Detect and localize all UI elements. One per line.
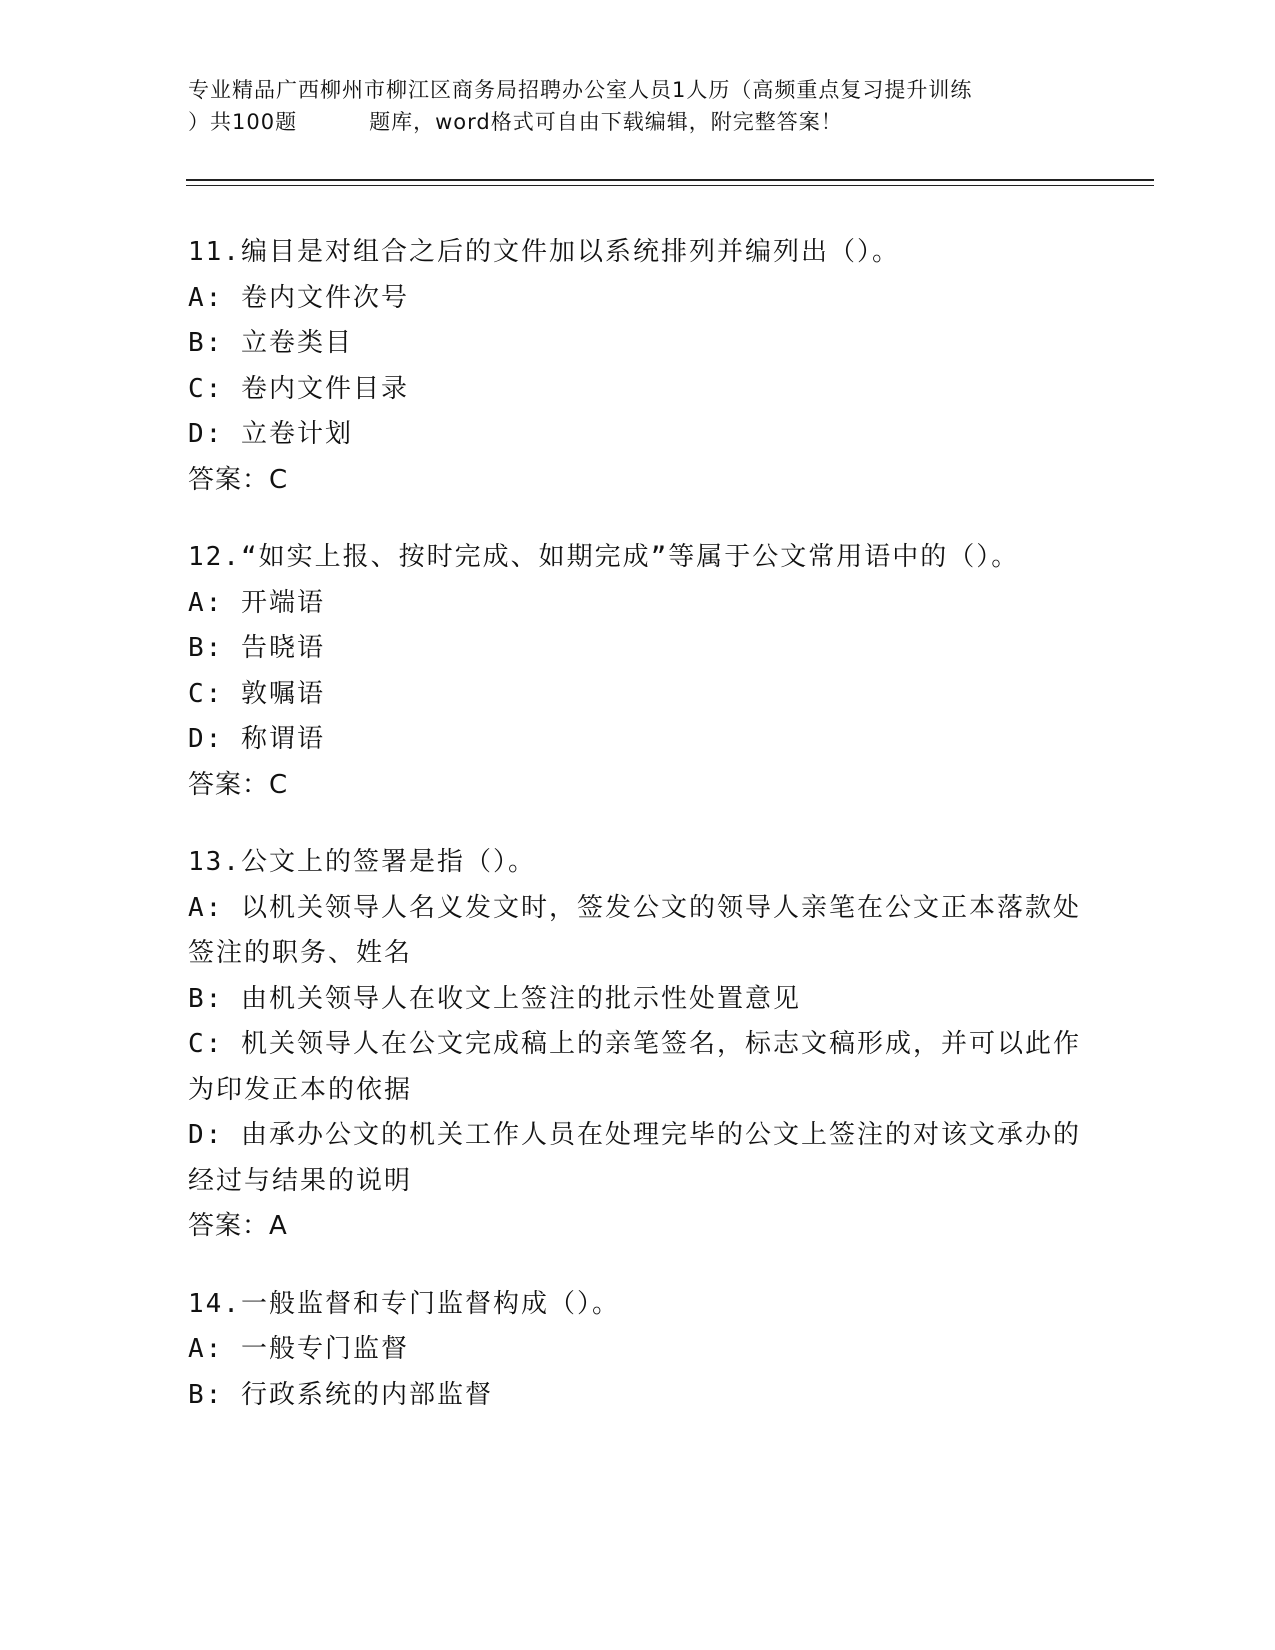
option-c: C: 敦嘱语 xyxy=(188,678,325,709)
question-stem: 13.公文上的签署是指（）。 xyxy=(188,847,536,877)
option-c: C: 机关领导人在公文完成稿上的亲笔签名，标志文稿形成，并可以此作为印发正本的依据 xyxy=(188,1029,1081,1105)
document-header xyxy=(188,74,1088,138)
question-stem: 11.编目是对组合之后的文件加以系统排列并编列出（）。 xyxy=(188,237,900,267)
option-b: B: 行政系统的内部监督 xyxy=(188,1379,493,1410)
option-b: B: 告晓语 xyxy=(188,633,325,663)
header-divider-thick xyxy=(186,179,1154,181)
header-title-line2-right: 题库，word格式可自由下载编辑，附完整答案！ xyxy=(369,110,843,134)
question-12 xyxy=(188,535,1088,808)
question-13 xyxy=(188,840,1088,1250)
question-11 xyxy=(188,230,1088,503)
answer-line: 答案：C xyxy=(188,769,289,800)
option-d: D: 立卷计划 xyxy=(188,419,353,449)
option-a: A: 一般专门监督 xyxy=(188,1334,409,1364)
question-stem: 12.“如实上报、按时完成、如期完成”等属于公文常用语中的（）。 xyxy=(188,542,1020,572)
option-a: A: 开端语 xyxy=(188,587,325,618)
option-a: A: 以机关领导人名义发文时，签发公文的领导人亲笔在公文正本落款处签注的职务、姓名 xyxy=(188,892,1081,968)
option-d: D: 由承办公文的机关工作人员在处理完毕的公文上签注的对该文承办的经过与结果的说明 xyxy=(188,1120,1081,1196)
option-b: B: 立卷类目 xyxy=(188,328,353,358)
question-list xyxy=(188,230,1088,1450)
option-d: D: 称谓语 xyxy=(188,724,325,754)
header-title-line1: 专业精品广西柳州市柳江区商务局招聘办公室人员1人历（高频重点复习提升训练 xyxy=(188,78,973,102)
answer-line: 答案：A xyxy=(188,1211,288,1241)
question-14 xyxy=(188,1282,1088,1419)
header-title-line2-left: ）共100题 xyxy=(188,110,298,134)
option-a: A: 卷内文件次号 xyxy=(188,282,409,313)
header-title-line2 xyxy=(188,106,1088,138)
option-c: C: 卷内文件目录 xyxy=(188,373,409,404)
question-stem: 14.一般监督和专门监督构成（）。 xyxy=(188,1288,620,1319)
header-divider-thin xyxy=(186,185,1154,186)
answer-line: 答案：C xyxy=(188,464,289,495)
option-b: B: 由机关领导人在收文上签注的批示性处置意见 xyxy=(188,983,801,1014)
